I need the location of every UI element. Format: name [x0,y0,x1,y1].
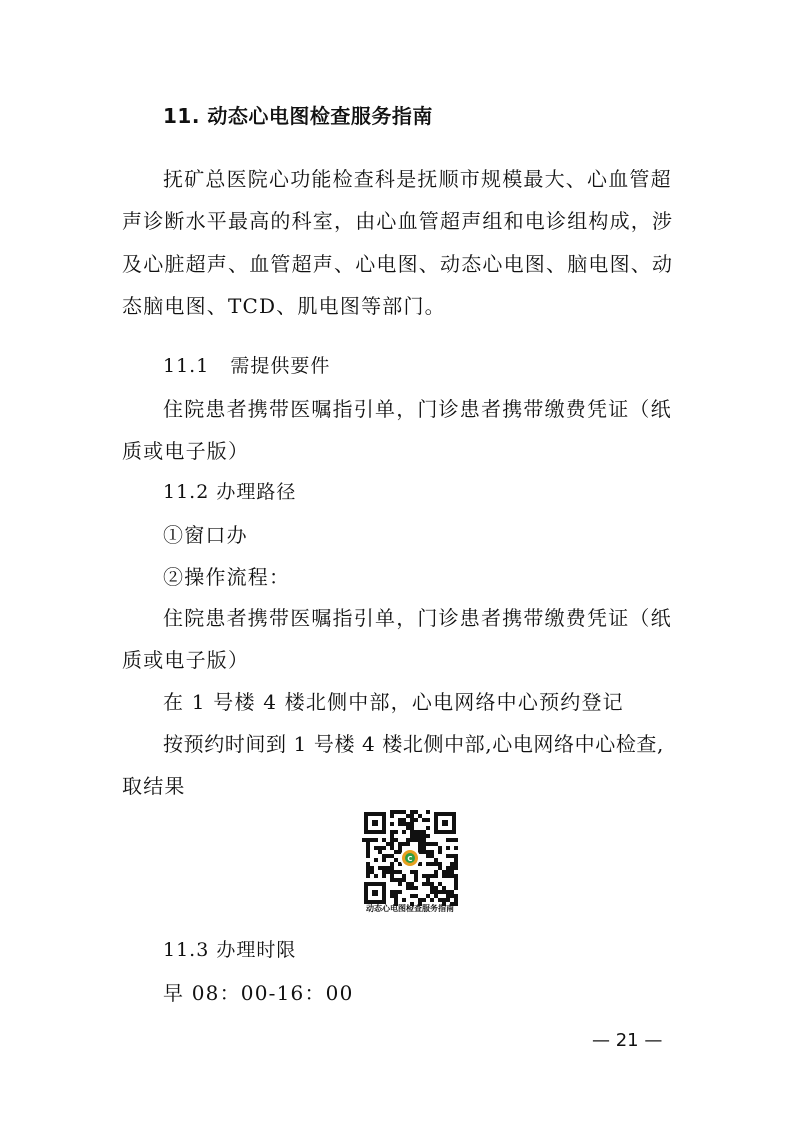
route-line-1: 住院患者携带医嘱指引单，门诊患者携带缴费凭证（纸 [163,606,672,630]
route-line-5: 取结果 [122,774,186,798]
route-item-process: ②操作流程： [163,565,291,589]
section-heading-time-limit: 11.3 办理时限 [163,939,297,961]
route-line-4: 按预约时间到 1 号楼 4 楼北侧中部,心电网络中心检查, [163,732,664,756]
intro-line-2: 声诊断水平最高的科室，由心血管超声组和电诊组构成，涉 [122,209,674,233]
qr-caption: 动态心电图检查服务指南 [366,904,454,913]
route-line-3: 在 1 号楼 4 楼北侧中部，心电网络中心预约登记 [163,690,624,714]
qr-code[interactable] [362,810,458,906]
time-limit-value: 早 08：00-16：00 [163,981,354,1005]
page-number: — 21 — [592,1030,663,1051]
route-line-2: 质或电子版） [122,648,250,672]
svg-text:C: C [407,855,413,863]
section-heading-requirements: 11.1 需提供要件 [163,355,331,377]
section-heading-route: 11.2 办理路径 [163,481,297,503]
requirements-line-2: 质或电子版） [122,439,250,463]
document-title: 11. 动态心电图检查服务指南 [163,104,433,128]
intro-line-4: 态脑电图、TCD、肌电图等部门。 [122,294,446,318]
intro-line-3: 及心脏超声、血管超声、心电图、动态心电图、脑电图、动 [122,252,674,276]
requirements-line-1: 住院患者携带医嘱指引单，门诊患者携带缴费凭证（纸 [163,397,672,421]
route-item-window: ①窗口办 [163,523,248,547]
intro-line-1: 抚矿总医院心功能检查科是抚顺市规模最大、心血管超 [163,167,672,191]
